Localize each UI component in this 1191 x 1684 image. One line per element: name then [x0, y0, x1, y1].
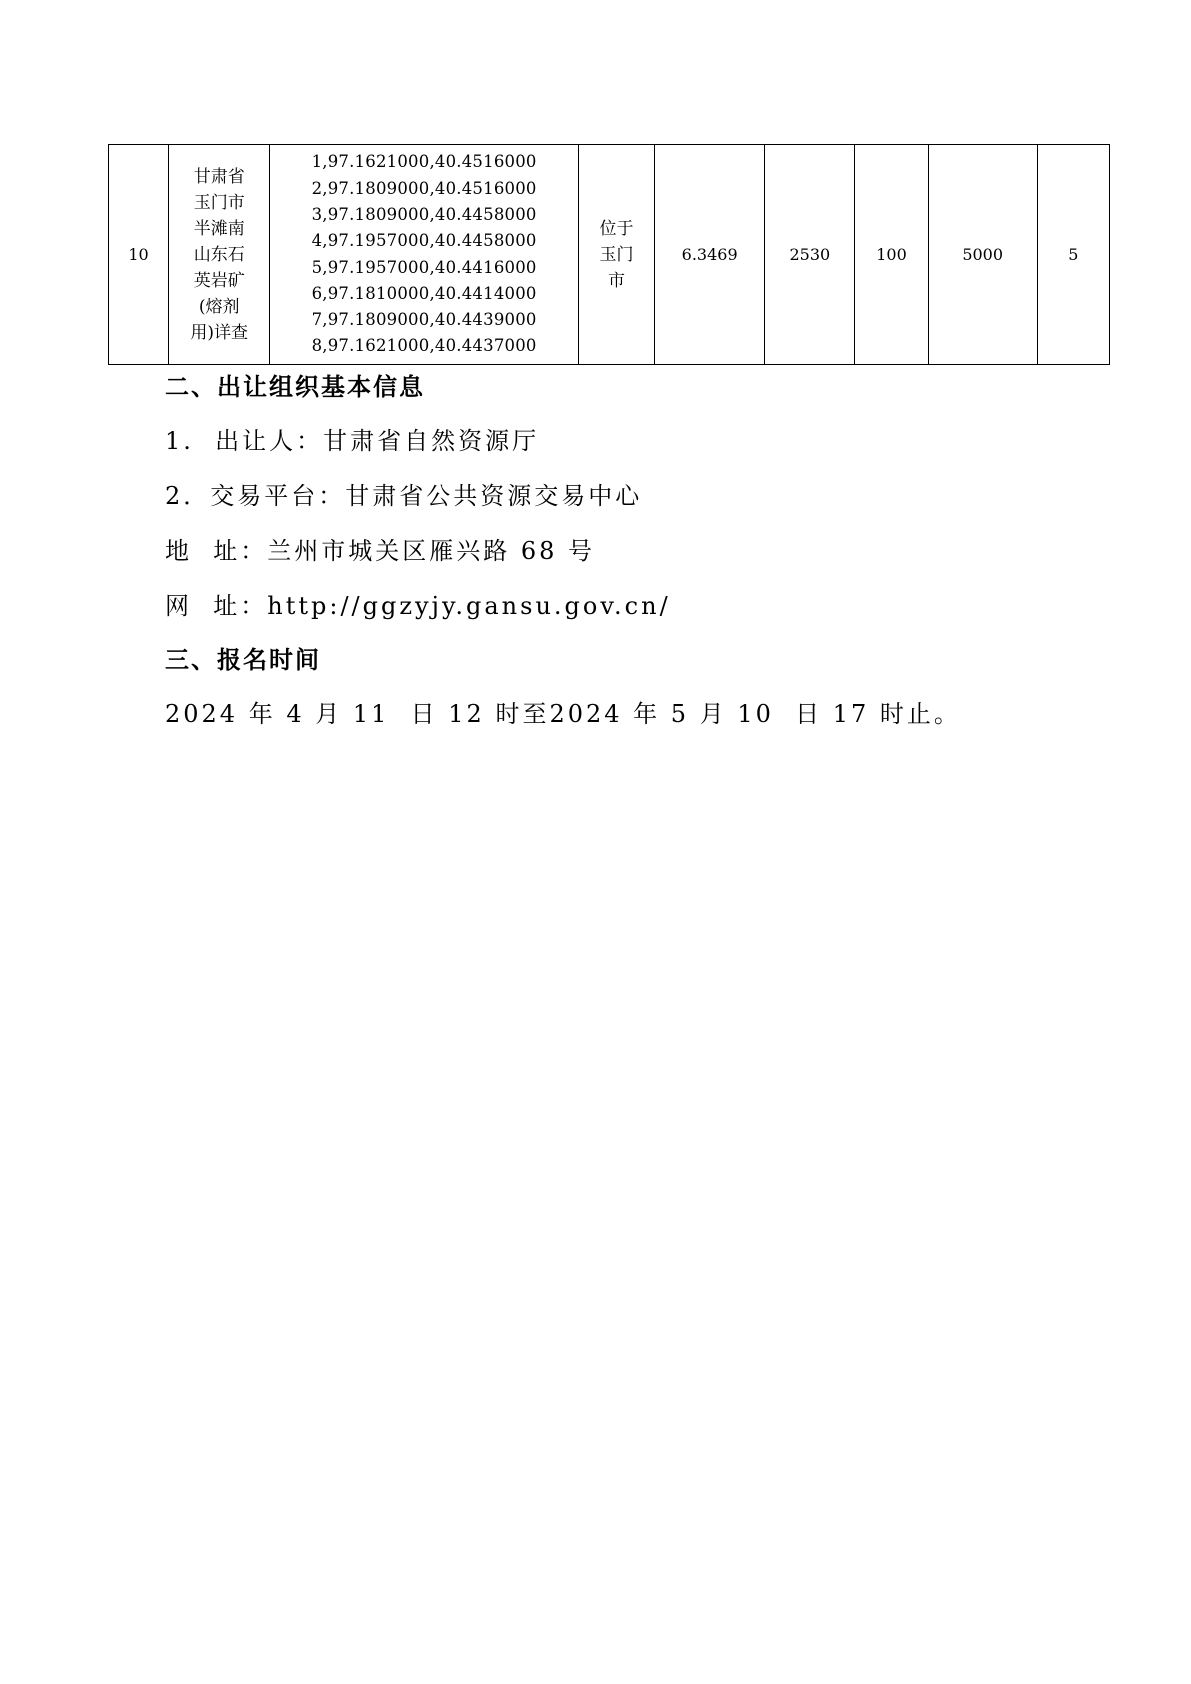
trading-platform-line: 2．交易平台：甘肃省公共资源交易中心 — [165, 482, 643, 510]
project-name-line: 山东石 — [193, 244, 245, 265]
coordinate-line: 7,97.1809000,40.4439000 — [311, 310, 537, 330]
value-cell-3: 5000 — [928, 145, 1037, 365]
transferor-line: 1. 出让人：甘肃省自然资源厅 — [165, 427, 540, 455]
mineral-rights-table — [108, 144, 1110, 365]
coordinate-line: 3,97.1809000,40.4458000 — [311, 204, 537, 224]
table-row — [109, 145, 1110, 365]
project-name-line: 英岩矿 — [193, 270, 245, 291]
section-3-heading: 三、报名时间 — [165, 646, 321, 674]
coordinate-line: 8,97.1621000,40.4437000 — [311, 336, 537, 356]
value-cell-2: 100 — [855, 145, 928, 365]
address-line: 地 址：兰州市城关区雁兴路 68 号 — [165, 537, 596, 565]
registration-time-line: 2024 年 4 月 11 日 12 时至2024 年 5 月 10 日 17 时止。 — [165, 700, 961, 728]
location-line: 市 — [607, 270, 625, 291]
coordinate-line: 4,97.1957000,40.4458000 — [311, 231, 537, 251]
project-name-line: 玉门市 — [193, 192, 245, 213]
coordinate-line: 1,97.1621000,40.4516000 — [311, 152, 537, 172]
project-name-line: (熔剂 — [198, 296, 240, 317]
value-cell-1: 2530 — [765, 145, 855, 365]
coordinate-line: 2,97.1809000,40.4516000 — [311, 178, 537, 198]
coordinates-cell — [270, 145, 579, 365]
location-cell — [578, 145, 654, 365]
project-name-line: 甘肃省 — [193, 166, 245, 187]
project-name-line: 半滩南 — [193, 218, 245, 239]
area-cell: 6.3469 — [655, 145, 765, 365]
location-line: 位于 — [599, 218, 634, 239]
location-line: 玉门 — [599, 244, 634, 265]
section-2-heading: 二、出让组织基本信息 — [165, 373, 425, 401]
website-line: 网 址：http://ggzyjy.gansu.gov.cn/ — [165, 592, 671, 620]
project-name-cell — [169, 145, 270, 365]
coordinate-line: 6,97.1810000,40.4414000 — [311, 283, 537, 303]
value-cell-4: 5 — [1037, 145, 1109, 365]
row-number-cell: 10 — [109, 145, 169, 365]
project-name-line: 用)详查 — [190, 322, 249, 343]
coordinate-line: 5,97.1957000,40.4416000 — [311, 257, 537, 277]
